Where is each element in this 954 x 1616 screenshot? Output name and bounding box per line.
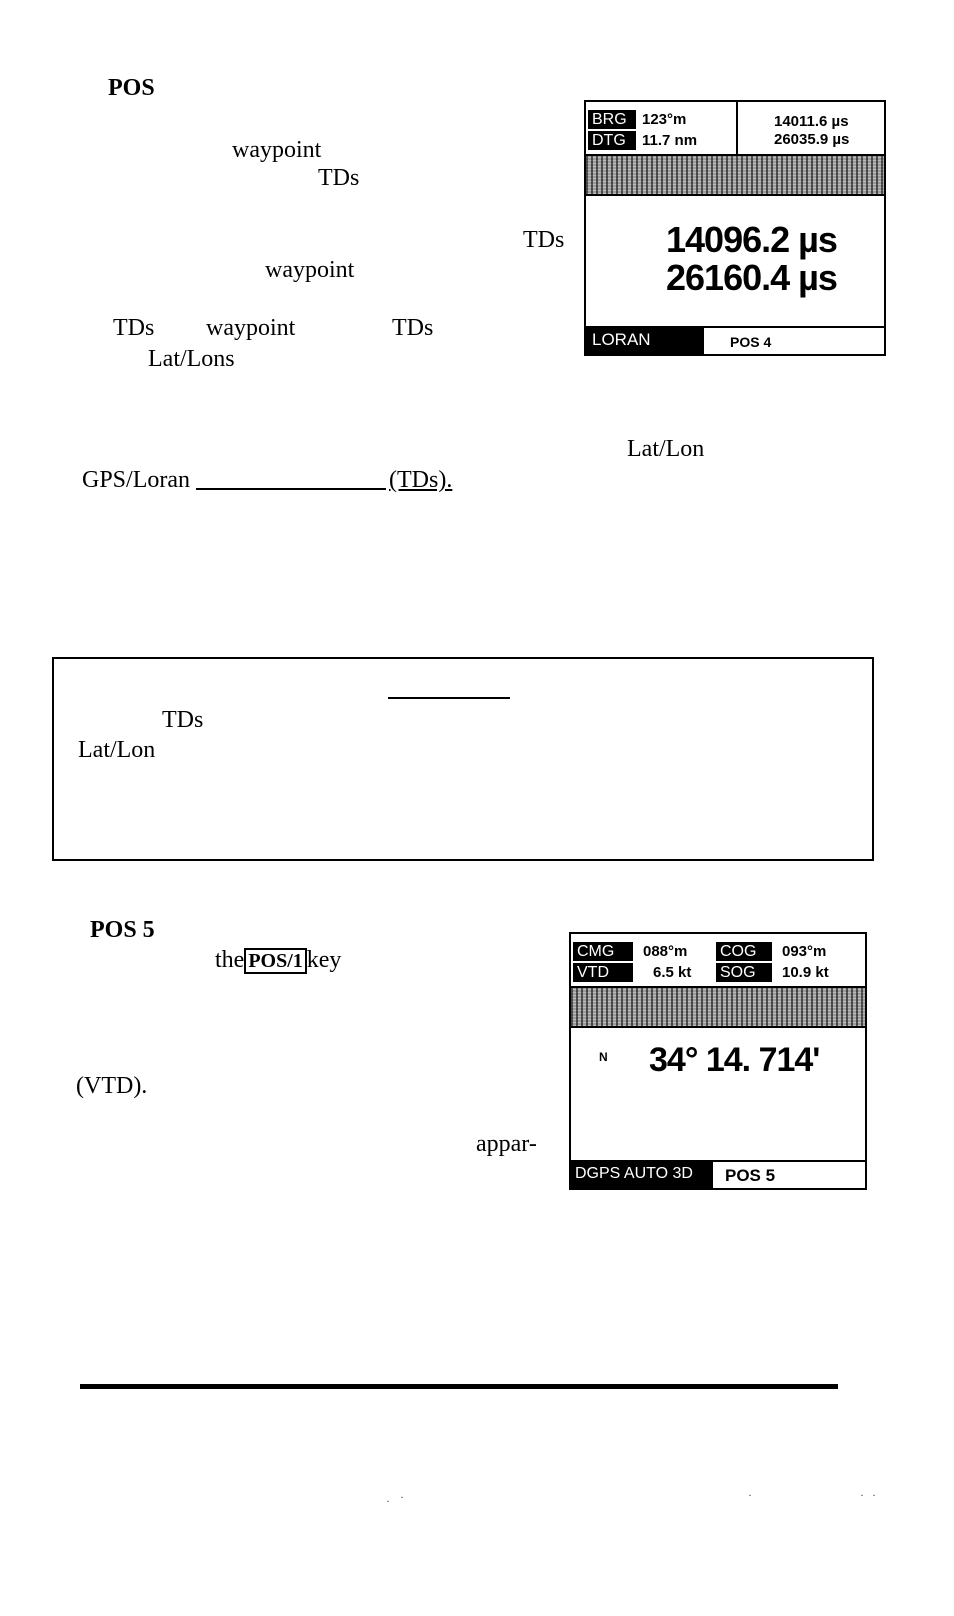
td1-value: 14011.6 µs bbox=[774, 113, 849, 130]
dtg-label: DTG bbox=[588, 131, 636, 150]
text-gps-loran: GPS/Loran bbox=[82, 467, 190, 493]
text-appar: appar- bbox=[476, 1131, 537, 1157]
cog-label: COG bbox=[716, 942, 772, 961]
main-td1: 14096.2 µs bbox=[666, 219, 837, 260]
scan-speck: · bbox=[400, 1490, 404, 1504]
scan-speck: · bbox=[860, 1488, 864, 1502]
scan-speck: · bbox=[872, 1488, 876, 1502]
text-tds: TDs bbox=[392, 315, 434, 341]
lcd-screen-pos4 bbox=[584, 100, 886, 356]
text-latlons: Lat/Lons bbox=[148, 346, 235, 372]
page-rule bbox=[80, 1384, 838, 1389]
text-waypoint: waypoint bbox=[265, 257, 355, 283]
note-box bbox=[52, 657, 874, 861]
text-tds: TDs bbox=[113, 315, 155, 341]
cog-value: 093°m bbox=[782, 943, 827, 960]
mode-label: DGPS AUTO 3D bbox=[571, 1160, 713, 1188]
sog-label: SOG bbox=[716, 963, 772, 982]
text-vtd: (VTD). bbox=[76, 1073, 148, 1099]
mode-label: LORAN bbox=[586, 326, 704, 354]
main-td2: 26160.4 µs bbox=[666, 257, 837, 298]
vtd-value: 6.5 kt bbox=[653, 964, 692, 981]
brg-value: 123°m bbox=[642, 111, 687, 128]
section-heading-pos: POS bbox=[108, 75, 155, 101]
vtd-label: VTD bbox=[573, 963, 633, 982]
underline-rule bbox=[196, 488, 386, 490]
text-key: key bbox=[306, 947, 342, 973]
text-latlon: Lat/Lon bbox=[78, 737, 156, 763]
dtg-value: 11.7 nm bbox=[642, 132, 698, 149]
lcd-screen-pos5 bbox=[569, 932, 867, 1190]
text-tds: TDs bbox=[523, 227, 565, 253]
section-heading-pos5: POS 5 bbox=[90, 917, 155, 943]
underline-rule bbox=[388, 697, 510, 699]
td2-value: 26035.9 µs bbox=[774, 131, 850, 148]
page-label: POS 5 bbox=[713, 1160, 865, 1188]
text-waypoint: waypoint bbox=[232, 137, 322, 163]
latitude-value: 34° 14. 714' bbox=[649, 1041, 820, 1079]
text-tds: TDs bbox=[318, 165, 360, 191]
hemisphere-label: N bbox=[599, 1050, 608, 1064]
pos1-key: POS/1 bbox=[244, 948, 306, 974]
text-tds-paren: (TDs). bbox=[389, 467, 453, 493]
divider bbox=[736, 102, 738, 154]
text-tds: TDs bbox=[162, 707, 204, 733]
scan-speck: · bbox=[748, 1488, 752, 1502]
cmg-label: CMG bbox=[573, 942, 633, 961]
softkey-bar bbox=[571, 986, 865, 1028]
text-waypoint: waypoint bbox=[206, 315, 296, 341]
brg-label: BRG bbox=[588, 110, 636, 129]
text-the: the bbox=[215, 947, 245, 973]
text-the-key bbox=[215, 946, 341, 974]
page-label: POS 4 bbox=[704, 326, 884, 354]
scan-speck: · bbox=[386, 1494, 390, 1508]
cmg-value: 088°m bbox=[643, 943, 688, 960]
sog-value: 10.9 kt bbox=[782, 964, 829, 981]
softkey-bar bbox=[586, 154, 884, 196]
text-latlon: Lat/Lon bbox=[627, 436, 705, 462]
